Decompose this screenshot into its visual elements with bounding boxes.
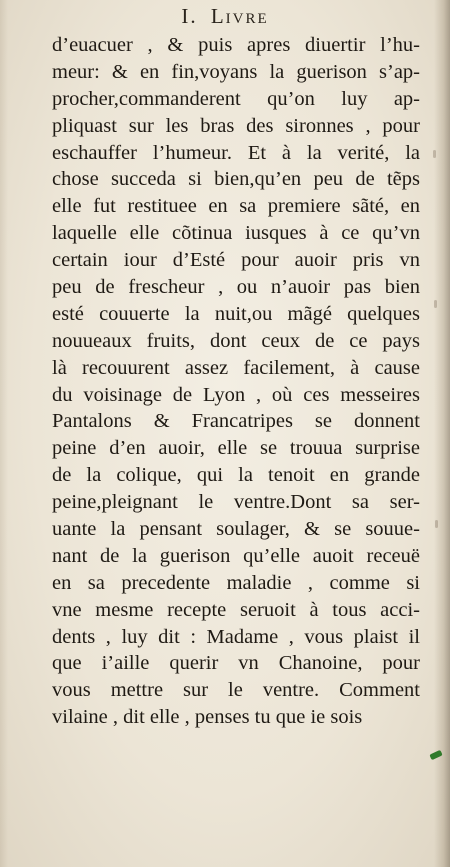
text-line: nouueaux fruits, dont ceux de ce pays [52,329,420,352]
text-line: d’euacuer , & puis apres diuertir l’hu- [52,34,420,56]
ink-mark [434,300,437,308]
text-line: dents , luy dit : Madame , vous plaist il [52,625,420,648]
text-line: vous mettre sur le ventre. Comment [52,679,420,702]
text-line: uante la pensant soulager, & se souue- [52,518,420,541]
text-line: pliquast sur les bras des sironnes , pour [52,114,420,137]
text-line: peine,pleignant le ventre.Dont sa ser- [52,491,420,514]
text-line: nant de la guerison qu’elle auoit receuë [52,544,420,567]
text-line: certain iour d’Esté pour auoir pris vn [52,249,420,272]
text-line: vilaine , dit elle , penses tu que ie sois [52,706,363,729]
text-line: meur: & en fin,voyans la guerison s’ap- [52,60,420,83]
running-head-page-number: I. [181,4,198,28]
text-line: là recouurent assez facilement, à cause [52,356,420,379]
text-line: elle fut restituee en sa premiere sãté, en [52,195,420,218]
text-line: du voisinage de Lyon , où ces messeires [52,383,420,406]
text-line: eschauffer l’humeur. Et à la verité, la [52,141,420,164]
ink-mark [433,150,436,158]
ink-mark [435,520,438,528]
text-line: esté couuerte la nuit,ou mãgé quelques [52,302,420,325]
page-gutter-shadow [434,0,450,867]
running-head-title: Livre [210,4,269,28]
page-left-edge [0,0,8,867]
body-text [52,32,420,731]
text-line: de la colique, qui la tenoit en grande [52,464,420,487]
text-line: vne mesme recepte seruoit à tous acci- [52,598,420,621]
text-line: laquelle elle cõtinua iusques à ce qu’vn [52,222,420,245]
text-line: peu de frescheur , ou n’auoir pas bien [52,276,420,299]
text-line: que i’aille querir vn Chanoine, pour [52,652,420,675]
text-line: procher,commanderent qu’on luy ap- [52,87,420,110]
running-head [0,4,450,29]
text-line: en sa precedente maladie , comme si [52,571,420,594]
text-line: Pantalons & Francatripes se donnent [52,410,420,433]
text-line: peine d’en auoir, elle se trouua surprise [52,437,420,460]
text-line: chose succeda si bien,qu’en peu de tẽps [52,168,420,191]
